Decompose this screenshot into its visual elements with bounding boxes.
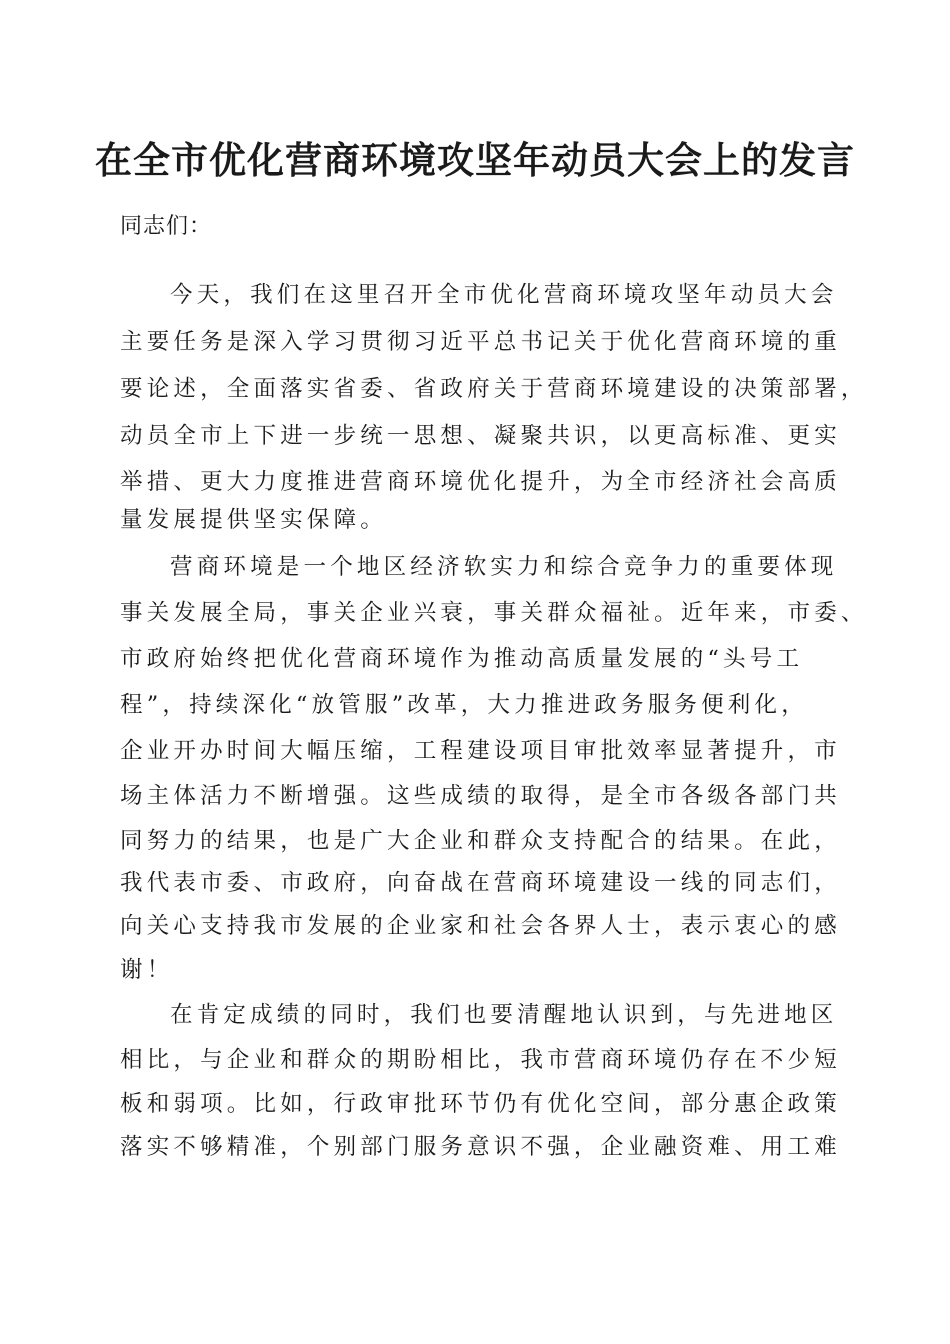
paragraph-1-line-4: 动员全市上下进一步统一思想、凝聚共识，以更高标准、更实	[120, 423, 841, 449]
paragraph-2-line-6: 场主体活力不断增强。这些成绩的取得，是全市各级各部门共	[120, 783, 841, 809]
paragraph-1-line-3: 要论述，全面落实省委、省政府关于营商环境建设的决策部署，	[120, 376, 868, 402]
page-title: 在全市优化营商环境攻坚年动员大会上的发言	[95, 138, 855, 182]
paragraph-1-line-5: 举措、更大力度推进营商环境优化提升，为全市经济社会高质	[120, 469, 841, 495]
paragraph-2-line-5: 企业开办时间大幅压缩，工程建设项目审批效率显著提升，市	[120, 738, 841, 764]
paragraph-2-line-9: 向关心支持我市发展的企业家和社会各界人士，表示衷心的感	[120, 913, 841, 939]
paragraph-3-line-2: 相比，与企业和群众的期盼相比，我市营商环境仍存在不少短	[120, 1047, 841, 1073]
paragraph-1-line-1: 今天，我们在这里召开全市优化营商环境攻坚年动员大会	[170, 282, 838, 308]
paragraph-3-line-3: 板和弱项。比如，行政审批环节仍有优化空间，部分惠企政策	[120, 1091, 841, 1117]
paragraph-1-line-6: 量发展提供坚实保障。	[120, 507, 388, 533]
paragraph-2-line-7: 同努力的结果，也是广大企业和群众支持配合的结果。在此，	[120, 828, 841, 854]
paragraph-2-line-8: 我代表市委、市政府，向奋战在营商环境建设一线的同志们，	[120, 870, 841, 896]
paragraph-1-line-2: 主要任务是深入学习贯彻习近平总书记关于优化营商环境的重	[120, 329, 841, 355]
paragraph-2-line-4: 程”，持续深化“放管服”改革，大力推进政务服务便利化，	[120, 692, 808, 718]
paragraph-2-line-1: 营商环境是一个地区经济软实力和综合竞争力的重要体现	[170, 554, 838, 580]
paragraph-3-line-1: 在肯定成绩的同时，我们也要清醒地认识到，与先进地区	[170, 1002, 838, 1028]
paragraph-2-line-2: 事关发展全局，事关企业兴衰，事关群众福祉。近年来，市委、	[120, 600, 868, 626]
salutation: 同志们：	[120, 214, 213, 239]
paragraph-3-line-4: 落实不够精准，个别部门服务意识不强，企业融资难、用工难	[120, 1134, 841, 1160]
paragraph-2-line-3: 市政府始终把优化营商环境作为推动高质量发展的“头号工	[120, 646, 804, 672]
paragraph-2-line-10: 谢！	[120, 957, 174, 983]
